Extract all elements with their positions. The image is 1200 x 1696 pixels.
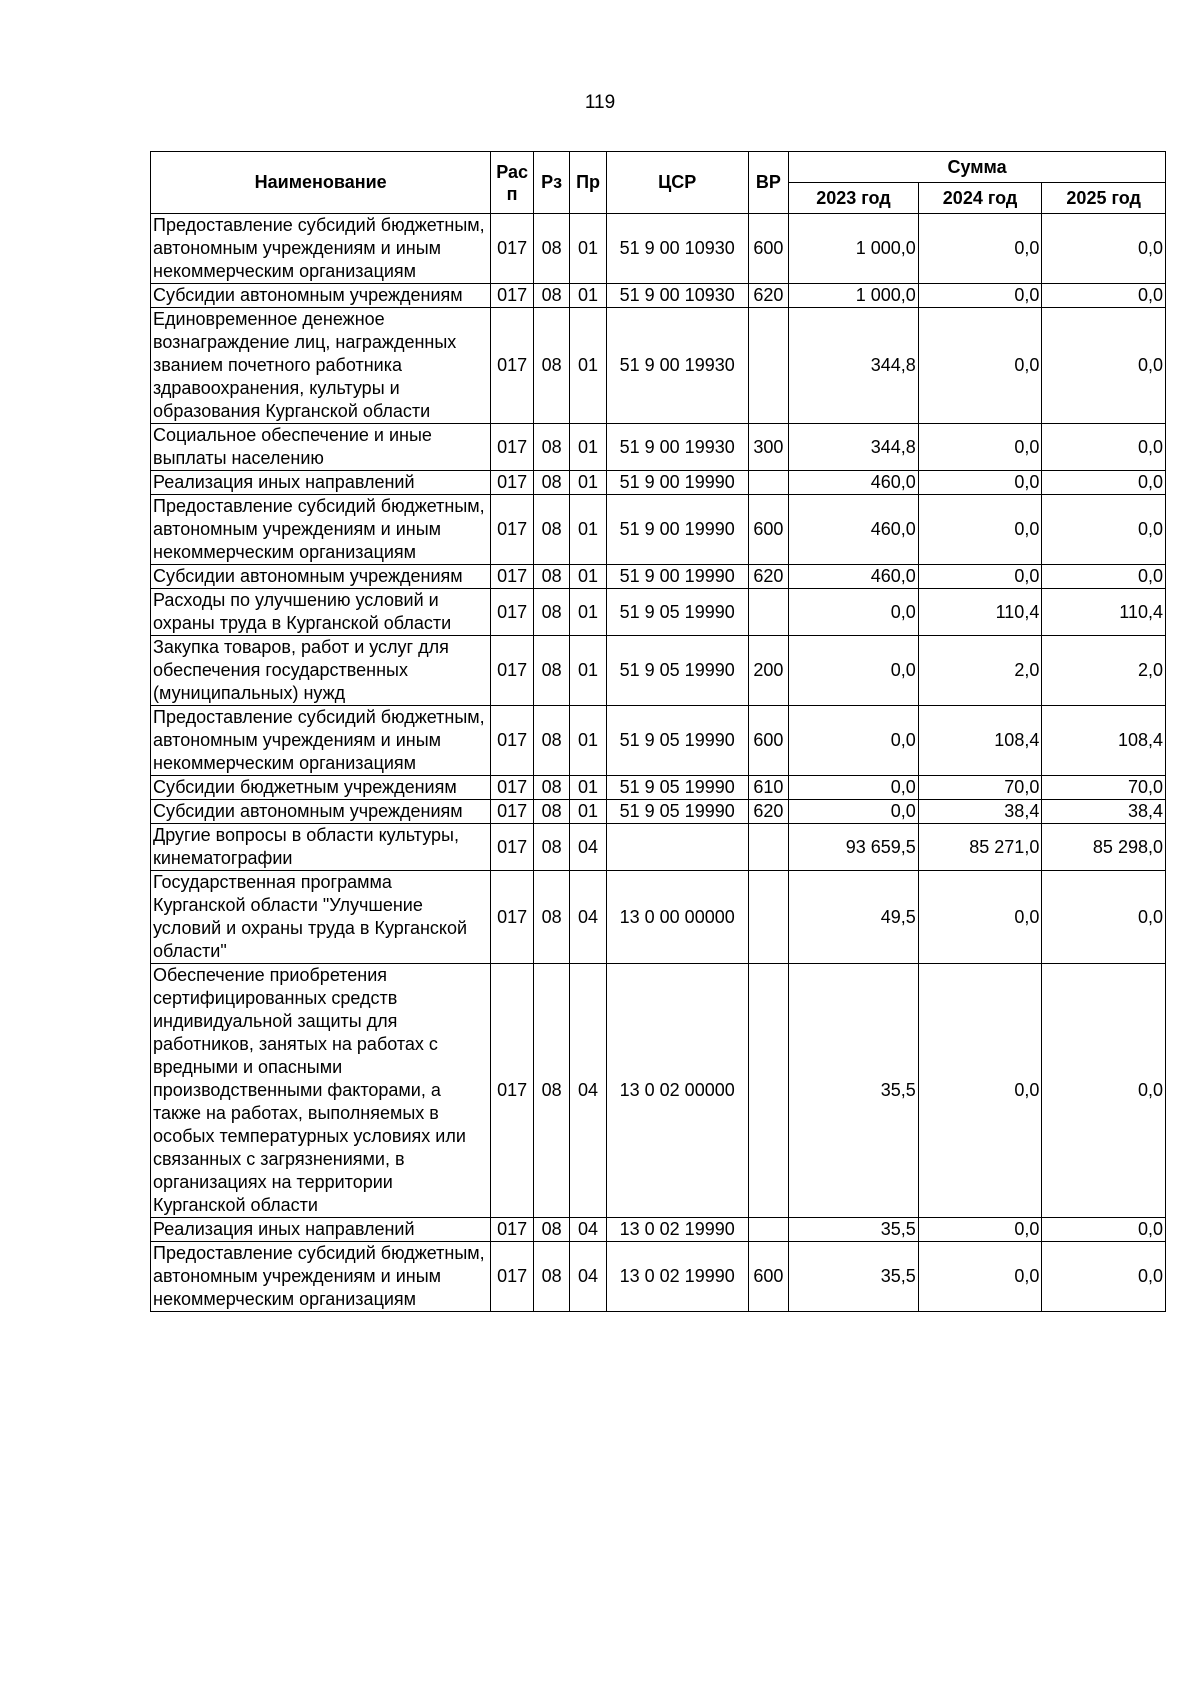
- row-sum-2025: 0,0: [1042, 308, 1166, 424]
- row-vr: 600: [748, 214, 789, 284]
- row-sum-2024: 0,0: [918, 495, 1042, 565]
- row-pr: 01: [570, 636, 606, 706]
- row-name: Субсидии бюджетным учреждениям: [151, 776, 491, 800]
- row-pr: 01: [570, 495, 606, 565]
- row-csr: 51 9 00 19990: [606, 495, 748, 565]
- row-rasp: 017: [491, 800, 534, 824]
- row-csr: 51 9 05 19990: [606, 589, 748, 636]
- row-pr: 01: [570, 800, 606, 824]
- row-vr: 600: [748, 495, 789, 565]
- row-rz: 08: [533, 776, 569, 800]
- row-csr: 13 0 02 19990: [606, 1218, 748, 1242]
- row-rasp: 017: [491, 565, 534, 589]
- table-row: [151, 824, 1166, 871]
- row-pr: 04: [570, 1242, 606, 1312]
- table-row: [151, 964, 1166, 1218]
- row-pr: 04: [570, 824, 606, 871]
- header-2024: 2024 год: [918, 183, 1042, 214]
- row-rz: 08: [533, 871, 569, 964]
- row-csr: 51 9 00 19990: [606, 565, 748, 589]
- row-sum-2024: 0,0: [918, 1242, 1042, 1312]
- row-sum-2024: 0,0: [918, 964, 1042, 1218]
- page-number: 119: [584, 92, 616, 113]
- table-row: [151, 871, 1166, 964]
- row-sum-2025: 0,0: [1042, 1218, 1166, 1242]
- table-row: [151, 424, 1166, 471]
- row-sum-2023: 344,8: [789, 308, 919, 424]
- row-sum-2025: 85 298,0: [1042, 824, 1166, 871]
- row-sum-2023: 0,0: [789, 800, 919, 824]
- row-rz: 08: [533, 424, 569, 471]
- row-sum-2023: 1 000,0: [789, 214, 919, 284]
- row-name: Закупка товаров, работ и услуг для обеспечения государственных (муниципальных) нужд: [151, 636, 491, 706]
- header-rasp: [491, 152, 534, 214]
- row-rz: 08: [533, 471, 569, 495]
- row-csr: 13 0 02 00000: [606, 964, 748, 1218]
- row-pr: 01: [570, 214, 606, 284]
- row-rz: 08: [533, 1218, 569, 1242]
- row-sum-2025: 0,0: [1042, 284, 1166, 308]
- table-row: [151, 214, 1166, 284]
- row-sum-2023: 35,5: [789, 1242, 919, 1312]
- row-sum-2024: 0,0: [918, 424, 1042, 471]
- row-sum-2024: 0,0: [918, 308, 1042, 424]
- table-row: [151, 308, 1166, 424]
- row-name: Предоставление субсидий бюджетным, автономным учреждениям и иным некоммерческим организациям: [151, 1242, 491, 1312]
- row-vr: [748, 589, 789, 636]
- row-rasp: 017: [491, 214, 534, 284]
- row-vr: 600: [748, 1242, 789, 1312]
- row-name: Другие вопросы в области культуры, кинематографии: [151, 824, 491, 871]
- row-rasp: 017: [491, 471, 534, 495]
- row-sum-2023: 460,0: [789, 565, 919, 589]
- row-rz: 08: [533, 964, 569, 1218]
- row-name: Субсидии автономным учреждениям: [151, 284, 491, 308]
- row-rz: 08: [533, 214, 569, 284]
- row-rz: 08: [533, 800, 569, 824]
- row-rasp: 017: [491, 776, 534, 800]
- row-sum-2025: 0,0: [1042, 1242, 1166, 1312]
- row-rasp: 017: [491, 964, 534, 1218]
- row-rasp: 017: [491, 284, 534, 308]
- row-sum-2024: 0,0: [918, 284, 1042, 308]
- row-rz: 08: [533, 824, 569, 871]
- row-csr: 51 9 00 19990: [606, 471, 748, 495]
- row-pr: 04: [570, 1218, 606, 1242]
- row-pr: 04: [570, 964, 606, 1218]
- row-sum-2024: 0,0: [918, 565, 1042, 589]
- row-sum-2025: 38,4: [1042, 800, 1166, 824]
- header-name: Наименование: [151, 152, 491, 214]
- row-name: Предоставление субсидий бюджетным, автономным учреждениям и иным некоммерческим организациям: [151, 214, 491, 284]
- row-rz: 08: [533, 565, 569, 589]
- row-name: Предоставление субсидий бюджетным, автономным учреждениям и иным некоммерческим организациям: [151, 706, 491, 776]
- row-csr: 51 9 00 19930: [606, 424, 748, 471]
- row-rasp: 017: [491, 1242, 534, 1312]
- row-rasp: 017: [491, 871, 534, 964]
- header-csr: ЦСР: [606, 152, 748, 214]
- header-pr: Пр: [570, 152, 606, 214]
- row-sum-2023: 35,5: [789, 1218, 919, 1242]
- row-vr: 600: [748, 706, 789, 776]
- row-name: Субсидии автономным учреждениям: [151, 800, 491, 824]
- row-sum-2023: 344,8: [789, 424, 919, 471]
- row-rasp: 017: [491, 636, 534, 706]
- row-vr: 620: [748, 284, 789, 308]
- row-sum-2024: 2,0: [918, 636, 1042, 706]
- row-pr: 01: [570, 589, 606, 636]
- row-sum-2023: 93 659,5: [789, 824, 919, 871]
- row-rz: 08: [533, 308, 569, 424]
- row-name: Государственная программа Курганской области "Улучшение условий и охраны труда в Курганской области": [151, 871, 491, 964]
- row-sum-2024: 0,0: [918, 214, 1042, 284]
- row-rasp: 017: [491, 706, 534, 776]
- row-rz: 08: [533, 495, 569, 565]
- row-vr: 620: [748, 800, 789, 824]
- row-sum-2024: 85 271,0: [918, 824, 1042, 871]
- table-row: [151, 1242, 1166, 1312]
- table-row: [151, 776, 1166, 800]
- row-sum-2024: 0,0: [918, 1218, 1042, 1242]
- row-rz: 08: [533, 589, 569, 636]
- row-sum-2024: 0,0: [918, 871, 1042, 964]
- row-csr: 51 9 05 19990: [606, 706, 748, 776]
- row-sum-2025: 110,4: [1042, 589, 1166, 636]
- row-sum-2024: 108,4: [918, 706, 1042, 776]
- table-row: [151, 495, 1166, 565]
- row-sum-2025: 108,4: [1042, 706, 1166, 776]
- header-rasp-text: Рас п: [496, 161, 528, 204]
- row-pr: 01: [570, 776, 606, 800]
- row-pr: 01: [570, 424, 606, 471]
- row-sum-2024: 0,0: [918, 471, 1042, 495]
- row-vr: 610: [748, 776, 789, 800]
- row-sum-2023: 0,0: [789, 776, 919, 800]
- row-name: Реализация иных направлений: [151, 1218, 491, 1242]
- row-vr: [748, 308, 789, 424]
- row-vr: 620: [748, 565, 789, 589]
- table-row: [151, 636, 1166, 706]
- row-sum-2024: 38,4: [918, 800, 1042, 824]
- row-sum-2025: 70,0: [1042, 776, 1166, 800]
- row-sum-2023: 1 000,0: [789, 284, 919, 308]
- row-vr: 200: [748, 636, 789, 706]
- row-name: Социальное обеспечение и иные выплаты населению: [151, 424, 491, 471]
- table-row: [151, 706, 1166, 776]
- header-rz: Рз: [533, 152, 569, 214]
- row-pr: 01: [570, 284, 606, 308]
- row-sum-2025: 0,0: [1042, 871, 1166, 964]
- table-row: [151, 589, 1166, 636]
- table-row: [151, 471, 1166, 495]
- row-rz: 08: [533, 706, 569, 776]
- row-pr: 01: [570, 308, 606, 424]
- row-rasp: 017: [491, 308, 534, 424]
- row-sum-2025: 0,0: [1042, 424, 1166, 471]
- row-name: Единовременное денежное вознаграждение лиц, награжденных званием почетного работника здравоохранения, культуры и образования Курганской области: [151, 308, 491, 424]
- row-sum-2025: 0,0: [1042, 964, 1166, 1218]
- row-rz: 08: [533, 1242, 569, 1312]
- row-sum-2025: 0,0: [1042, 214, 1166, 284]
- row-sum-2023: 0,0: [789, 636, 919, 706]
- row-vr: [748, 824, 789, 871]
- row-sum-2023: 0,0: [789, 706, 919, 776]
- row-sum-2025: 0,0: [1042, 565, 1166, 589]
- row-vr: [748, 871, 789, 964]
- row-vr: [748, 471, 789, 495]
- row-rasp: 017: [491, 495, 534, 565]
- row-sum-2023: 35,5: [789, 964, 919, 1218]
- row-sum-2023: 49,5: [789, 871, 919, 964]
- table-body: [151, 214, 1166, 1312]
- row-csr: 51 9 05 19990: [606, 800, 748, 824]
- row-rasp: 017: [491, 1218, 534, 1242]
- budget-table: [150, 151, 1166, 1312]
- row-sum-2025: 0,0: [1042, 495, 1166, 565]
- row-vr: [748, 964, 789, 1218]
- table-row: [151, 565, 1166, 589]
- row-sum-2025: 2,0: [1042, 636, 1166, 706]
- row-pr: 04: [570, 871, 606, 964]
- row-pr: 01: [570, 471, 606, 495]
- header-2023: 2023 год: [789, 183, 919, 214]
- row-name: Расходы по улучшению условий и охраны труда в Курганской области: [151, 589, 491, 636]
- row-csr: 51 9 05 19990: [606, 776, 748, 800]
- row-sum-2025: 0,0: [1042, 471, 1166, 495]
- row-name: Субсидии автономным учреждениям: [151, 565, 491, 589]
- row-csr: 51 9 05 19990: [606, 636, 748, 706]
- header-2025: 2025 год: [1042, 183, 1166, 214]
- row-rasp: 017: [491, 589, 534, 636]
- row-name: Предоставление субсидий бюджетным, автономным учреждениям и иным некоммерческим организациям: [151, 495, 491, 565]
- row-sum-2023: 460,0: [789, 495, 919, 565]
- row-pr: 01: [570, 565, 606, 589]
- row-csr: 13 0 00 00000: [606, 871, 748, 964]
- row-pr: 01: [570, 706, 606, 776]
- table-header: [151, 152, 1166, 214]
- row-sum-2024: 70,0: [918, 776, 1042, 800]
- row-name: Обеспечение приобретения сертифицированных средств индивидуальной защиты для работников, занятых на работах с вредными и опасными производственными факторами, а также на работах, выполняемых в особых температурных условиях или связанных с загрязнениями, в организациях на территории Курганской области: [151, 964, 491, 1218]
- row-sum-2024: 110,4: [918, 589, 1042, 636]
- row-csr: 13 0 02 19990: [606, 1242, 748, 1312]
- row-rz: 08: [533, 636, 569, 706]
- row-csr: 51 9 00 10930: [606, 214, 748, 284]
- row-csr: [606, 824, 748, 871]
- row-rz: 08: [533, 284, 569, 308]
- table-row: [151, 284, 1166, 308]
- header-vr: ВР: [748, 152, 789, 214]
- row-csr: 51 9 00 10930: [606, 284, 748, 308]
- row-sum-2023: 460,0: [789, 471, 919, 495]
- row-vr: 300: [748, 424, 789, 471]
- row-csr: 51 9 00 19930: [606, 308, 748, 424]
- row-rasp: 017: [491, 824, 534, 871]
- row-vr: [748, 1218, 789, 1242]
- table-row: [151, 800, 1166, 824]
- table-row: [151, 1218, 1166, 1242]
- header-sum: Сумма: [789, 152, 1166, 183]
- row-sum-2023: 0,0: [789, 589, 919, 636]
- row-name: Реализация иных направлений: [151, 471, 491, 495]
- row-rasp: 017: [491, 424, 534, 471]
